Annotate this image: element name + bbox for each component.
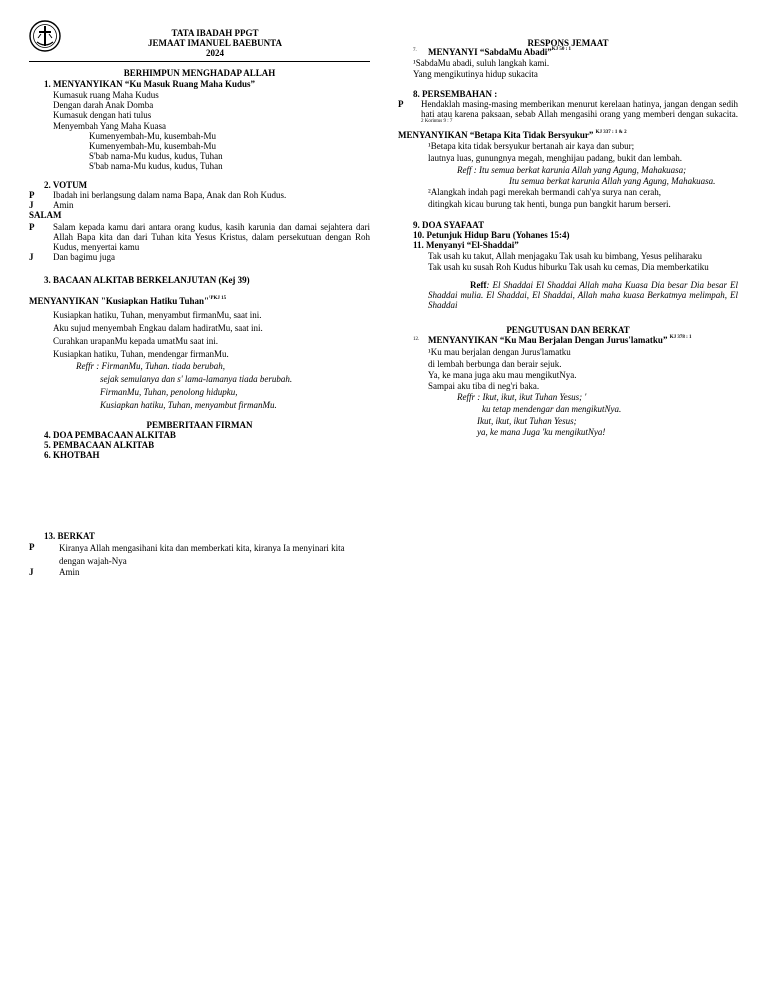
song-title: MENYANYIKAN “Betapa Kita Tidak Bersyukur” $^{KJ 337 : 1 \& 2}$ bbox=[398, 130, 627, 140]
refrain-line: sejak semulanya dan s' lama-lamanya tiada berubah. bbox=[100, 374, 293, 384]
lyric-line: di lembah berbunga dan berair sejuk. bbox=[428, 359, 562, 369]
bacaan-heading: 3. BACAAN ALKITAB BERKELANJUTAN (Kej 39) bbox=[44, 275, 250, 285]
speaker-label: J bbox=[29, 200, 34, 210]
votum-heading: 2. VOTUM bbox=[44, 180, 88, 190]
lyric-line: Kusiapkan hatiku, Tuhan, menyambut firmanMu, saat ini. bbox=[53, 310, 262, 320]
lyric-line: Sampai aku tiba di neg'ri baka. bbox=[428, 381, 540, 391]
liturgy-text: Amin bbox=[59, 567, 80, 577]
order-item: 9. DOA SYAFAAT bbox=[413, 220, 485, 230]
lyric-line: Kumasuk dengan hati tulus bbox=[53, 110, 152, 120]
speaker-label: P bbox=[29, 542, 35, 552]
salam-heading: SALAM bbox=[29, 210, 62, 220]
liturgy-text: Hendaklah masing-masing memberikan menurut kerelaan hatinya, jangan dengan sedih hati atau karena paksaan, sebab Allah mengasihi orang yang memberi dengan sukacita. $^{2 Korintus 9 : 7}$ bbox=[421, 99, 738, 124]
section-heading-berhimpun: BERHIMPUN MENGHADAP ALLAH bbox=[123, 68, 276, 78]
refrain-line: Ikut, ikut, ikut Tuhan Yesus; bbox=[477, 416, 577, 426]
lyric-line: Aku sujud menyembah Engkau dalam hadiratMu, saat ini. bbox=[53, 323, 263, 333]
refrain-line: ya, ke mana Juga 'ku mengikutNya! bbox=[477, 427, 606, 437]
refrain-line: Kumenyembah-Mu, kusembah-Mu bbox=[89, 141, 216, 151]
refrain-line: S'bab nama-Mu kudus, kudus, Tuhan bbox=[89, 161, 223, 171]
church-logo-icon bbox=[29, 20, 61, 52]
lyric-line: Dengan darah Anak Domba bbox=[53, 100, 154, 110]
order-item: 11. Menyanyi “El-Shaddai” bbox=[413, 240, 519, 250]
section-heading-pengutusan: PENGUTUSAN DAN BERKAT bbox=[506, 325, 630, 335]
song-title: MENYANYIKAN "Kusiapkan Hatiku Tuhan"$^{^1PKJ 15}$ bbox=[29, 296, 227, 306]
liturgy-text: Dan bagimu juga bbox=[53, 252, 115, 262]
lyric-line: Tak usah ku susah Roh Kudus hiburku Tak usah ku cemas, Dia memberkatiku bbox=[428, 262, 709, 272]
speaker-label: P bbox=[29, 222, 35, 232]
refrain-line: ku tetap mendengar dan mengikutNya. bbox=[482, 404, 622, 414]
item-number: 7. bbox=[413, 48, 417, 53]
lyric-line: Tak usah ku takut, Allah menjagaku Tak usah ku bimbang, Yesus peliharaku bbox=[428, 251, 703, 261]
lyric-line: Menyembah Yang Maha Kuasa bbox=[53, 121, 166, 131]
speaker-label: J bbox=[29, 252, 34, 262]
speaker-label: P bbox=[29, 190, 35, 200]
berkat-heading: 13. BERKAT bbox=[44, 531, 95, 541]
speaker-label: J bbox=[29, 567, 34, 577]
refrain-line: Kusiapkan hatiku, Tuhan, menyambut firmanMu. bbox=[100, 400, 277, 410]
liturgy-text: Salam kepada kamu dari antara orang kudus, kasih karunia dan damai sejahtera dari Allah Bapa kita dan dari Tuhan kita Yesus Kristus, dalam persekutuan dengan Roh Kudus, menyertai kamu bbox=[53, 222, 370, 252]
item-number: 12. bbox=[413, 337, 420, 342]
refrain-line: Reff : Itu semua berkat karunia Allah yang Agung, Mahakuasa; bbox=[457, 165, 687, 175]
lyric-line: Ya, ke mana juga aku mau mengikutNya. bbox=[428, 370, 577, 380]
lyric-line: ¹Betapa kita tidak bersyukur bertanah air kaya dan subur; bbox=[428, 141, 635, 151]
header-divider bbox=[29, 61, 370, 62]
song-title: 1. MENYANYIKAN “Ku Masuk Ruang Maha Kudus” bbox=[44, 79, 255, 89]
lyric-line: Curahkan urapanMu kepada umatMu saat ini. bbox=[53, 336, 218, 346]
section-heading-firman: PEMBERITAAN FIRMAN bbox=[146, 420, 253, 430]
lyric-line: ¹Ku mau berjalan dengan Jurus'lamatku bbox=[428, 347, 571, 357]
church-name: JEMAAT IMANUEL BAEBUNTA bbox=[147, 38, 282, 48]
lyric-line: Yang mengikutinya hidup sukacita bbox=[413, 69, 538, 79]
section-heading-respons: RESPONS JEMAAT bbox=[527, 38, 609, 48]
lyric-line: ¹SabdaMu abadi, suluh langkah kami. bbox=[413, 58, 550, 68]
refrain-line: Itu semua berkat karunia Allah yang Agung, Mahakuasa. bbox=[509, 176, 716, 186]
refrain-text: Reff: El Shaddai El Shaddai Allah maha Kuasa Dia besar Dia besar El Shaddai mulia. El Shaddai, El Shaddai, Allah maha kuasa Berkatmya melimpah, El Shaddai bbox=[428, 280, 738, 310]
lyric-line: Kumasuk ruang Maha Kudus bbox=[53, 90, 159, 100]
refrain-line: Reffr : FirmanMu, Tuhan. tiada berubah, bbox=[76, 361, 225, 371]
song-title: MENYANYI “SabdaMu Abadi”$^{KJ 50 : 1}$ bbox=[428, 47, 572, 57]
lyric-line: Kusiapkan hatiku, Tuhan, mendengar firmanMu. bbox=[53, 349, 229, 359]
persembahan-heading: 8. PERSEMBAHAN : bbox=[413, 89, 498, 99]
order-item: 6. KHOTBAH bbox=[44, 450, 100, 460]
refrain-line: FirmanMu, Tuhan, penolong hidupku, bbox=[100, 387, 238, 397]
page-title: TATA IBADAH PPGT bbox=[171, 28, 259, 38]
liturgy-text: Ibadah ini berlangsung dalam nama Bapa, Anak dan Roh Kudus. bbox=[53, 190, 287, 200]
order-item: 5. PEMBACAAN ALKITAB bbox=[44, 440, 155, 450]
refrain-line: S'bab nama-Mu kudus, kudus, Tuhan bbox=[89, 151, 223, 161]
lyric-line: ²Alangkah indah pagi merekah bermandi cah'ya surya nan cerah, bbox=[428, 187, 661, 197]
refrain-line: Reffr : Ikut, ikut, ikut Tuhan Yesus; ' bbox=[457, 392, 587, 402]
liturgy-text: Amin bbox=[53, 200, 74, 210]
liturgy-text: Kiranya Allah mengasihani kita dan memberkati kita, kiranya Ia menyinari kita dengan wajah-Nya bbox=[59, 543, 345, 566]
order-item: 10. Petunjuk Hidup Baru (Yohanes 15:4) bbox=[413, 230, 570, 240]
speaker-label: P bbox=[398, 99, 404, 109]
song-title: MENYANYIKAN “Ku Mau Berjalan Dengan Jurus'lamatku” $^{KJ 378 : 1}$ bbox=[428, 335, 692, 345]
refrain-line: Kumenyembah-Mu, kusembah-Mu bbox=[89, 131, 216, 141]
order-item: 4. DOA PEMBACAAN ALKITAB bbox=[44, 430, 176, 440]
lyric-line: lautnya luas, gunungnya megah, menghijau padang, bukit dan lembah. bbox=[428, 153, 682, 163]
lyric-line: ditingkah kicau burung tak henti, bunga pun bangkit harum berseri. bbox=[428, 199, 671, 209]
year: 2024 bbox=[206, 48, 224, 58]
